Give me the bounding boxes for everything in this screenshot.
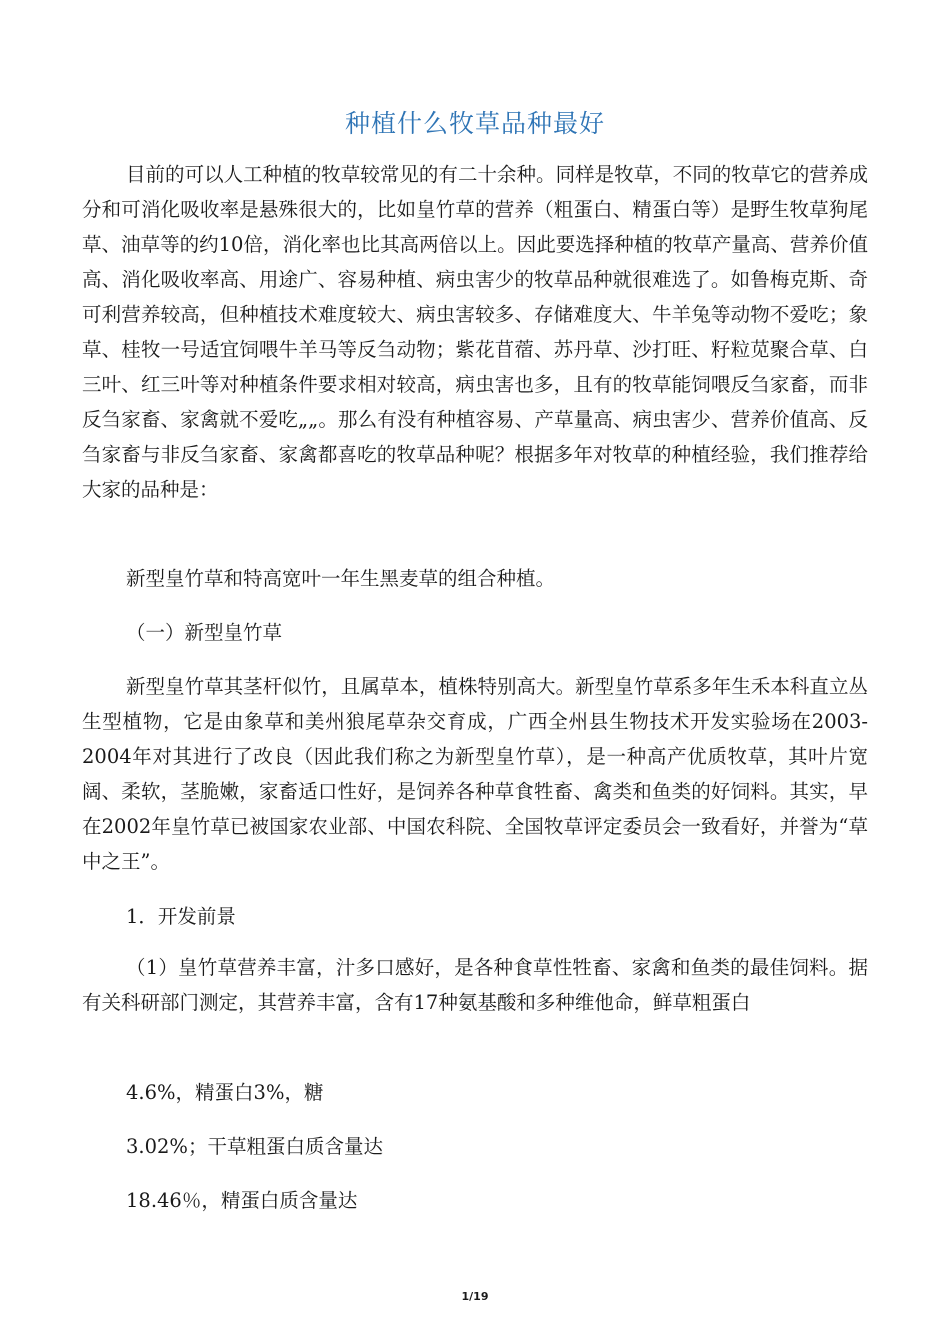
paragraph-recommendation: 新型皇竹草和特高宽叶一年生黑麦草的组合种植。: [126, 567, 556, 590]
document-title: 种植什么牧草品种最好: [344, 109, 605, 138]
paragraph-nutrition: （1）皇竹草营养丰富，汁多口感好，是各种食草性牲畜、家禽和鱼类的最佳饲料。据有关科研部门测定，其营养丰富，含有17种氨基酸和多种维他命，鲜草粗蛋白: [82, 956, 868, 1014]
paragraph-crude-protein: 4.6%，精蛋白3%，糖: [126, 1081, 324, 1104]
paragraph-intro: 目前的可以人工种植的牧草较常见的有二十余种。同样是牧草，不同的牧草它的营养成分和可消化吸收率是悬殊很大的，比如皇竹草的营养（粗蛋白、精蛋白等）是野生牧草狗尾草、油草等的约10倍，消化率也比其高两倍以上。因此要选择种植的牧草产量高、营养价值高、消化吸收率高、用途广、容易种植、病虫害少的牧草品种就很难选了。如鲁梅克斯、奇可利营养较高，但种植技术难度较大、病虫害较多、存储难度大、牛羊兔等动物不爱吃；象草、桂牧一号适宜饲喂牛羊马等反刍动物；紫花苜蓿、苏丹草、沙打旺、籽粒苋聚合草、白三叶、红三叶等对种植条件要求相对较高，病虫害也多，且有的牧草能饲喂反刍家畜，而非反刍家畜、家禽就不爱吃„„。那么有没有种植容易、产草量高、病虫害少、营养价值高、反刍家畜与非反刍家畜、家禽都喜吃的牧草品种呢？根据多年对牧草的种植经验，我们推荐给大家的品种是：: [82, 163, 868, 501]
subheading-development-prospects: 1．开发前景: [126, 905, 236, 928]
paragraph-huangzhucao-description: 新型皇竹草其茎杆似竹，且属草本，植株特别高大。新型皇竹草系多年生禾本科直立丛生型植物，它是由象草和美州狼尾草杂交育成，广西全州县生物技术开发实验场在2003-2004年对其进行了改良（因此我们称之为新型皇竹草），是一种高产优质牧草，其叶片宽阔、柔软，茎脆嫩，家畜适口性好，是饲养各种草食牲畜、禽类和鱼类的好饲料。其实，早在2002年皇竹草已被国家农业部、中国农科院、全国牧草评定委员会一致看好，并誉为“草中之王”。: [82, 675, 868, 873]
paragraph-dry-protein: 18.46％，精蛋白质含量达: [126, 1189, 358, 1212]
paragraph-sugar: 3.02%；干草粗蛋白质含量达: [126, 1135, 383, 1158]
section-heading-new-huangzhucao: （一）新型皇竹草: [126, 621, 283, 644]
page-number: 1/19: [461, 1290, 489, 1303]
